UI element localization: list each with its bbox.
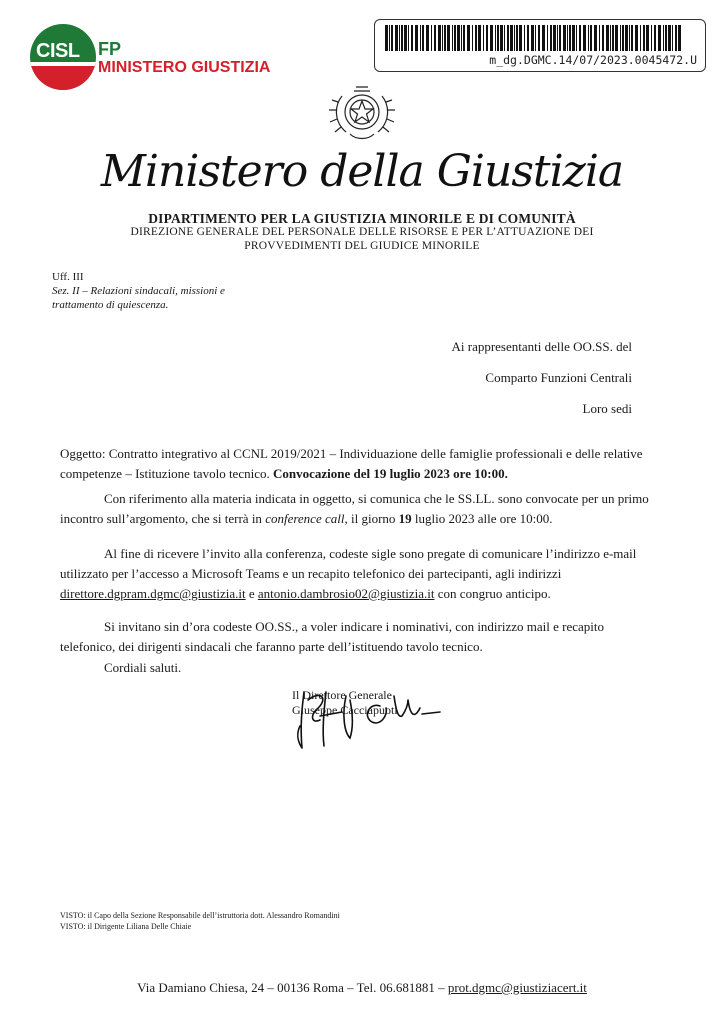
paragraph-2-text: Al fine di ricevere l’invito alla conferenza, codeste sigle sono pregate di comunicare l’indirizzo e-mail utilizzato per l’accesso a Microsoft Teams e un recapito telefonico dei partecipanti, agli indirizzi	[60, 546, 637, 581]
office-line-2: Sez. II – Relazioni sindacali, missioni e	[52, 285, 225, 297]
handwritten-signature-icon	[290, 686, 470, 756]
greeting: Cordiali saluti.	[104, 660, 182, 675]
subject-label: Oggetto:	[60, 446, 106, 461]
handwritten-day: 19	[398, 511, 412, 526]
direction-line-1: DIREZIONE GENERALE DEL PERSONALE DELLE RISORSE E PER L’ATTUAZIONE DEI	[130, 226, 594, 238]
subject-text: Contratto integrativo al CCNL 2019/2021 – Individuazione delle famiglie professionali e delle relative competenze – Istituzione tavolo tecnico.	[60, 446, 643, 481]
signature-title: Il Direttore Generale	[292, 688, 392, 702]
paragraph-3	[60, 617, 660, 657]
email-link-2[interactable]: antonio.dambrosio02@giustizia.it	[257, 586, 435, 601]
recipient-line-2: Comparto Funzioni Centrali	[485, 370, 632, 385]
paragraph-1-italic: conference call,	[265, 511, 348, 526]
signature-name: Giuseppe Cacciapuoti	[292, 703, 398, 717]
barcode-icon	[385, 25, 685, 51]
office-line-3: trattamento di quiescenza.	[52, 299, 169, 311]
paragraph-1	[60, 489, 660, 529]
paragraph-3-text: Si invitano sin d’ora codeste OO.SS., a voler indicare i nominativi, con indirizzo mail e recapito telefonico, dei dirigenti sindacali che faranno parte dell’istituendo tavolo tecnico.	[60, 619, 605, 654]
cisl-logo-text: CISL	[36, 40, 80, 62]
paragraph-2-conj: e	[248, 586, 255, 601]
recipient-line-3: Loro sedi	[582, 401, 632, 416]
email-link-1[interactable]: direttore.dgpram.dgmc@giustizia.it	[60, 586, 246, 601]
direction-line-2: PROVVEDIMENTI DEL GIUDICE MINORILE	[244, 240, 480, 252]
paragraph-1-text: Con riferimento alla materia indicata in oggetto, si comunica che le SS.LL. sono convocate per un primo incontro sull’argomento, che si terrà in	[60, 491, 649, 526]
paragraph-2-text-2: con congruo anticipo.	[437, 586, 551, 601]
subject	[60, 444, 660, 484]
footer	[0, 980, 724, 996]
protocol-code: m_dg.DGMC.14/07/2023.0045472.U	[489, 53, 697, 67]
department-title: DIPARTIMENTO PER LA GIUSTIZIA MINORILE E DI COMUNITÀ	[148, 211, 576, 226]
recipient-line-1: Ai rappresentanti delle OO.SS. del	[451, 339, 632, 354]
ministry-title: Ministero della Giustizia	[100, 146, 624, 197]
office-line-1: Uff. III	[52, 271, 84, 283]
paragraph-2	[60, 544, 660, 604]
paragraph-1-text-3: luglio 2023 alle ore 10:00.	[414, 511, 553, 526]
subject-convocation: Convocazione del 19 luglio 2023 ore 10:00.	[272, 466, 508, 481]
italian-republic-emblem-icon	[320, 82, 404, 142]
visto-line-1: VISTO: il Capo della Sezione Responsabile dell’istruttoria dott. Alessandro Romandini	[60, 911, 340, 920]
footer-address: Via Damiano Chiesa, 24 – 00136 Roma – Tel. 06.681881 –	[137, 980, 445, 995]
fp-logo-text: FP	[98, 39, 122, 59]
paragraph-1-text-2: il giorno	[350, 511, 396, 526]
visto-line-2: VISTO: il Dirigente Liliana Delle Chiaie	[60, 922, 192, 931]
protocol-stamp	[374, 19, 706, 72]
footer-email-link[interactable]: prot.dgmc@giustiziacert.it	[447, 980, 587, 995]
ministry-logo-text: MINISTERO GIUSTIZIA	[98, 59, 271, 76]
